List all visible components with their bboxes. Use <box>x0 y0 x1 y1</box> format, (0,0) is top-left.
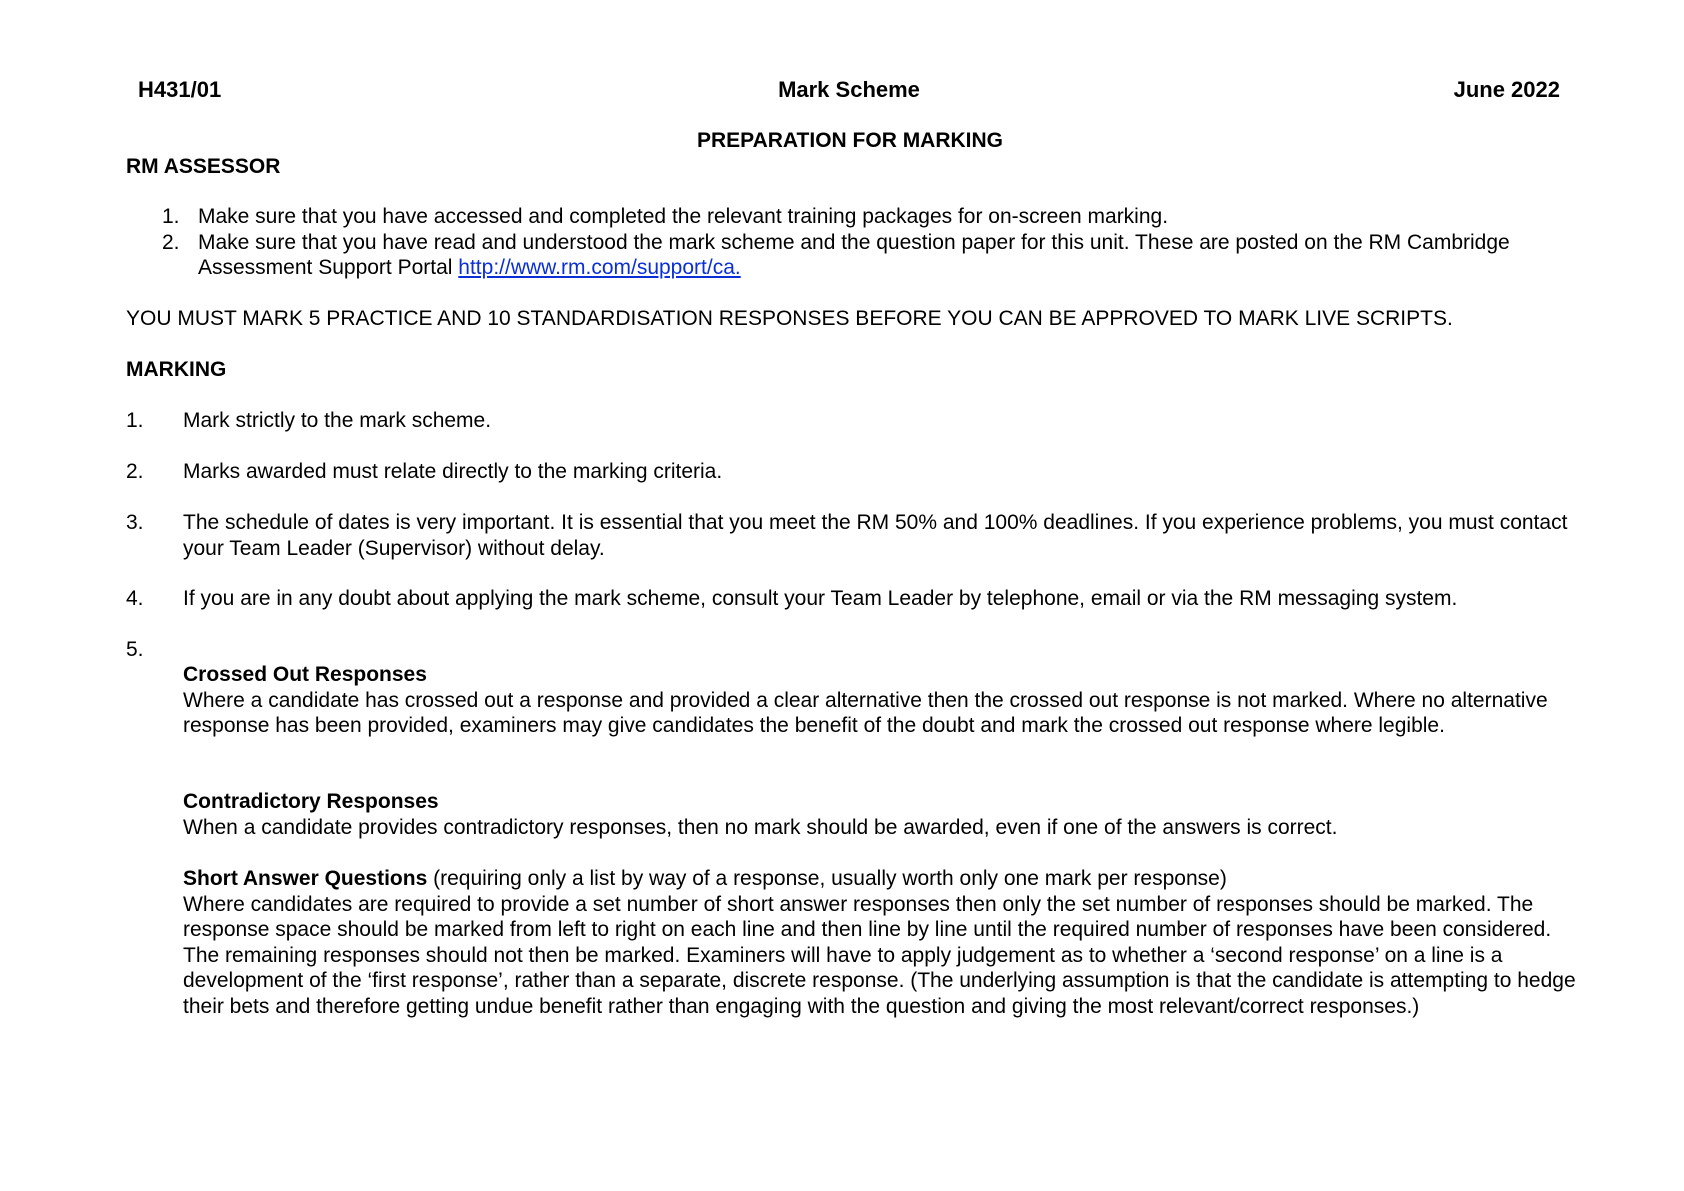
crossed-out-responses <box>183 662 1583 739</box>
marking-item-text: Mark strictly to the mark scheme. <box>183 409 492 432</box>
short-answer-heading-note: (requiring only a list by way of a response, usually worth only one mark per response) <box>427 867 1227 890</box>
short-answer-heading-line <box>183 866 1583 892</box>
list-number: 3. <box>126 511 144 534</box>
list-number: 1. <box>162 205 180 228</box>
crossed-out-text: Where a candidate has crossed out a response and provided a clear alternative then the crossed out response is not marked. Where no alternative response has been provided, examiners may give candidates the benefit of the doubt and mark the crossed out response where legible. <box>183 688 1548 737</box>
list-number: 2. <box>126 460 144 483</box>
list-item-text: Make sure that you have accessed and completed the relevant training packages for on-screen marking. <box>198 205 1169 228</box>
must-mark-notice: YOU MUST MARK 5 PRACTICE AND 10 STANDARDISATION RESPONSES BEFORE YOU CAN BE APPROVED TO MARK LIVE SCRIPTS. <box>126 307 1453 330</box>
list-item <box>126 204 1576 230</box>
contradictory-heading: Contradictory Responses <box>183 790 439 813</box>
crossed-out-heading: Crossed Out Responses <box>183 663 427 686</box>
short-answer-text: Where candidates are required to provide a set number of short answer responses then only the set number of responses should be marked. The response space should be marked from left to right on each line and then line by line until the required number of responses have been considered. The remaining responses should not then be marked. Examiners will have to apply judgement as to whether a ‘second response’ on a line is a development of the ‘first response’, rather than a separate, discrete response. (The underlying assumption is that the candidate is attempting to hedge their bets and therefore getting undue benefit rather than engaging with the question and giving the most relevant/correct responses.) <box>183 892 1576 1018</box>
marking-item <box>126 459 1586 485</box>
marking-item <box>126 510 1586 561</box>
list-number: 2. <box>162 230 180 254</box>
support-portal-link[interactable]: http://www.rm.com/support/ca. <box>458 256 741 279</box>
marking-item-text: The schedule of dates is very important. It is essential that you meet the RM 50% and 100% deadlines. If you experience problems, you must contact your Team Leader (Supervisor) without delay. <box>183 511 1568 560</box>
list-number: 4. <box>126 587 144 610</box>
list-item <box>126 230 1576 281</box>
short-answer-questions <box>183 866 1583 1019</box>
marking-item <box>126 586 1586 612</box>
marking-item <box>126 408 1586 434</box>
marking-heading: MARKING <box>126 358 227 381</box>
document-title: Mark Scheme <box>778 77 920 102</box>
list-number: 1. <box>126 409 144 432</box>
list-number: 5. <box>126 638 144 661</box>
list-item-text: Make sure that you have read and understood the mark scheme and the question paper for this unit. These are posted on the RM Cambridge Assessment Support Portal <box>198 230 1510 279</box>
preparation-title-text: PREPARATION FOR MARKING <box>696 129 1004 152</box>
preparation-title <box>0 128 1684 154</box>
rm-assessor-list <box>126 204 1576 281</box>
page-header <box>138 77 1560 107</box>
contradictory-responses <box>183 789 1583 840</box>
document-date: June 2022 <box>1453 77 1560 102</box>
paper-code: H431/01 <box>138 77 222 102</box>
short-answer-heading: Short Answer Questions <box>183 867 428 890</box>
marking-item-text: Marks awarded must relate directly to the marking criteria. <box>183 460 723 483</box>
contradictory-text: When a candidate provides contradictory responses, then no mark should be awarded, even if one of the answers is correct. <box>183 815 1338 839</box>
marking-item-text: If you are in any doubt about applying the mark scheme, consult your Team Leader by telephone, email or via the RM messaging system. <box>183 587 1458 610</box>
rm-assessor-heading: RM ASSESSOR <box>126 155 281 178</box>
